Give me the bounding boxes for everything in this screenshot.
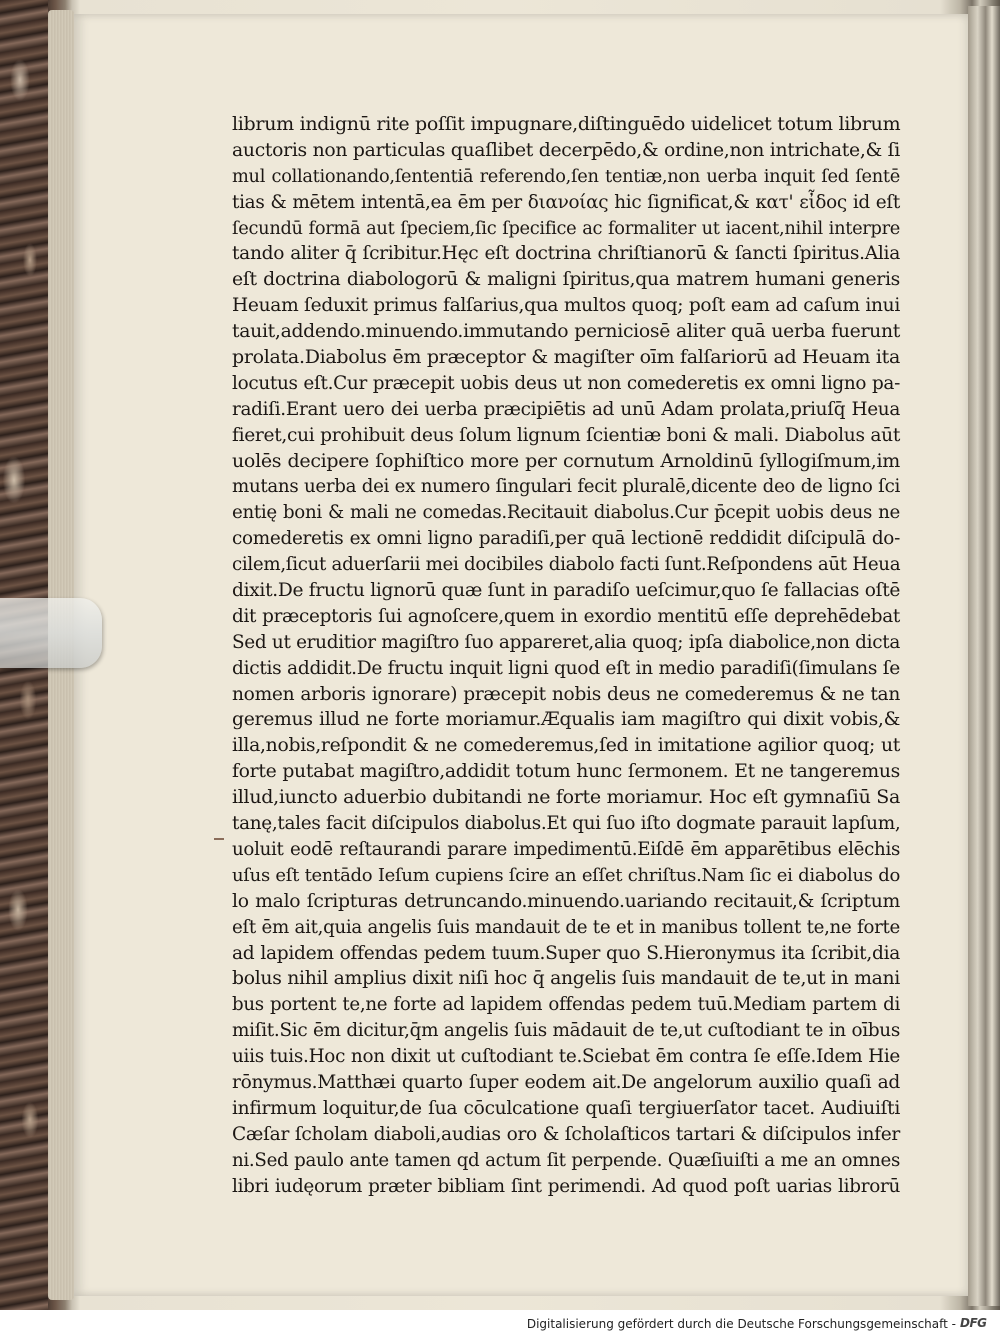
- text-line: entię boni & mali ne comedas.Recitauit diabolus.Cur p̄cepit uobis deus ne: [232, 502, 900, 524]
- text-line: Sed ut eruditior magiſtro ſuo appareret,alia quoq; ipſa diabolice,non dicta: [232, 631, 900, 653]
- text-line: eſt doctrina diabologorū & maligni ſpiritus,qua matrem humani generis: [232, 269, 900, 291]
- text-line: eſt ēm ait,quia angelis ſuis mandauit de te et in manibus tollent te,ne forte: [232, 916, 900, 938]
- text-line: fieret,cui prohibuit deus ſolum lignum ſcientiæ boni & mali. Diabolus aūt: [232, 424, 900, 446]
- text-line: infirmum loquitur,de ſua cōculcatione quaſi tergiuerſator tacet. Audiuiſti: [232, 1097, 900, 1119]
- text-line: illa,nobis,reſpondit & ne comederemus,ſed in imitatione agilior quoq; ut: [232, 735, 900, 757]
- text-line: locutus eſt.Cur præcepit uobis deus ut non comederetis ex omni ligno pa-: [232, 372, 900, 394]
- text-line: uiis tuis.Hoc non dixit ut cuſtodiant te.Sciebat ēm contra ſe eſſe.Idem Hie: [232, 1046, 900, 1068]
- text-line: auctoris non particulas quaſlibet decerpēdo,& ordine,non intrichate,& ſi: [232, 139, 900, 161]
- text-line: libri iudęorum præter bibliam ſint perimendi. Ad quod poſt uarias librorū: [232, 1175, 900, 1197]
- body-text: [232, 112, 900, 1199]
- text-line: miſit.Sic ēm dicitur,q̄m angelis ſuis mādauit de te,ut cuſtodiant te in oībus: [232, 1020, 900, 1042]
- text-line: uolēs decipere ſophiſtico more per cornutum Arnoldinū ſyllogiſmum,im: [232, 449, 900, 472]
- text-line: bolus nihil amplius dixit niſi hoc q̄ angelis ſuis mandauit de te,ut in mani: [232, 968, 900, 990]
- text-line: Cæſar ſcholam diaboli,audias oro & ſcholaſticos tartari & diſcipulos infer: [232, 1123, 900, 1145]
- text-line: ad lapidem offendas pedem tuum.Super quo S.Hieronymus ita ſcribit,dia: [232, 942, 900, 964]
- text-line: lo malo ſcripturas detruncando.minuendo.uariando recitauit,& ſcriptum: [232, 890, 900, 912]
- text-line: tando aliter q̄ ſcribitur.Hęc eſt doctrina chriſtianorū & ſancti ſpiritus.Alia: [232, 243, 900, 265]
- text-line: illud,iuncto aduerbio dubitandi ne forte moriamur. Hoc eſt gymnaſiū Sa: [232, 786, 900, 809]
- text-line: tauit,addendo.minuendo.immutando perniciosē aliter quā uerba fuerunt: [232, 321, 900, 343]
- margin-mark: [214, 838, 224, 840]
- text-line: ni.Sed paulo ante tamen qd actum ſit perpende. Quæſiuiſti a me an omnes: [232, 1149, 900, 1171]
- holding-strip: [0, 598, 102, 668]
- footer-bar: [0, 1310, 1000, 1339]
- text-line: tias & mētem intentā,ea ēm per διανοίας hic ſignificat,& κατ' εἶδος id eſt: [232, 191, 900, 213]
- binding-gutter: [968, 6, 1000, 1306]
- text-line: geremus illud ne forte moriamur.Æqualis iam magiſtro qui dixit vobis,&: [232, 709, 900, 731]
- text-line: prolata.Diabolus ēm præceptor & magiſter oīm falſariorū ad Heuam ita: [232, 346, 900, 369]
- text-line: rōnymus.Matthæi quarto ſuper eodem ait.De angelorum auxilio quaſi ad: [232, 1071, 900, 1093]
- dfg-logo: DFG: [960, 1316, 987, 1330]
- text-line: uſus eſt tentādo Ieſum cupiens ſcire an eſſet chriſtus.Nam ſic ei diabolus do: [232, 864, 900, 886]
- text-line: radiſi.Erant uero dei uerba præcipiētis ad unū Adam prolata,priuſq̄ Heua: [232, 398, 900, 420]
- text-line: uoluit eodē reſtaurandi parare impedimentū.Eiſdē ēm apparētibus elēchis: [232, 838, 900, 860]
- text-line: ſecundū formā aut ſpeciem,ſic ſpecifice ac formaliter ut iacent,nihil interpre: [232, 217, 900, 239]
- text-line: nomen arboris ignorare) præcepit nobis deus ne comederemus & ne tan: [232, 683, 900, 705]
- text-line: Heuam ſeduxit primus falſarius,qua multos quoq; poſt eam ad caſum inui: [232, 295, 900, 317]
- text-line: forte putabat magiſtro,addidit totum hunc ſermonem. Et ne tangeremus: [232, 761, 900, 783]
- text-line: dixit.De fructu lignorū quæ ſunt in paradiſo ueſcimur,quo ſe fallacias oſtē: [232, 580, 901, 602]
- funding-credit: Digitalisierung gefördert durch die Deutsche Forschungsgemeinschaft -: [526, 1317, 956, 1331]
- text-line: cilem,ſicut aduerſarii mei docibiles diabolo facti ſunt.Reſpondens aūt Heua: [232, 554, 901, 576]
- text-line: mul collationando,ſententiā referendo,ſen tentiæ,non uerba inquit ſed ſentē: [232, 165, 900, 187]
- text-line: mutans uerba dei ex numero ſingulari fecit pluralē,dicente deo de ligno ſci: [232, 476, 900, 498]
- text-line: dictis addidit.De fructu inquit ligni quod eſt in medio paradiſi(ſimulans ſe: [232, 657, 900, 679]
- text-line: tanę,tales facit diſcipulos diabolus.Et qui ſuo iſto dogmate parauit lapſum,: [232, 813, 901, 835]
- text-line: comederetis ex omni ligno paradiſi,per quā lectionē reddidit diſcipulā do-: [232, 528, 900, 550]
- text-line: dit præceptoris ſui agnoſcere,quem in exordio mentitū eſſe deprehēdebat: [232, 605, 900, 627]
- text-line: librum indignū rite poſſit impugnare,diſtinguēdo uidelicet totum librum: [232, 113, 901, 135]
- text-line: bus portent te,ne forte ad lapidem offendas pedem tuū.Mediam partem di: [232, 994, 900, 1016]
